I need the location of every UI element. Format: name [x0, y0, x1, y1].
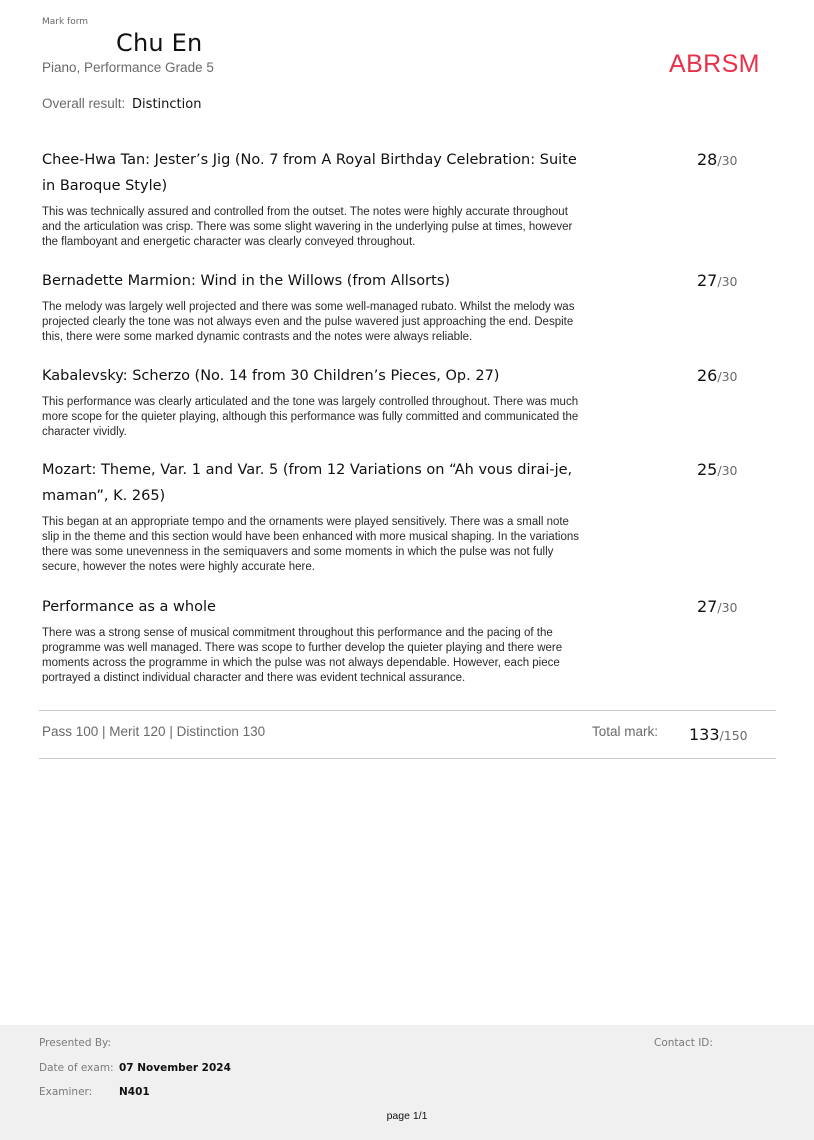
- total-mark-value: 133: [689, 725, 720, 744]
- piece-mark: [697, 460, 737, 479]
- total-mark-label: Total mark:: [592, 724, 659, 739]
- piece-mark: [697, 597, 737, 616]
- date-of-exam-label: Date of exam:: [39, 1062, 114, 1074]
- piece-title: Mozart: Theme, Var. 1 and Var. 5 (from 12 Variations on “Ah vous dirai-je, maman”, K. 265): [42, 462, 573, 504]
- piece-title: Bernadette Marmion: Wind in the Willows (from Allsorts): [42, 273, 451, 289]
- examiner-value: N401: [119, 1086, 150, 1098]
- divider: [39, 710, 776, 711]
- piece-title: Performance as a whole: [42, 599, 216, 615]
- piece-mark-value: 28: [697, 150, 718, 169]
- piece-section: [42, 594, 762, 686]
- piece-mark-value: 26: [697, 366, 718, 385]
- page-number: page 1/1: [386, 1110, 428, 1122]
- piece-comment: The melody was largely well projected and there was some well-managed rubato. Whilst the melody was projected clearly the tone was not always even and the pulse wavered just approaching the end. Despite this, there were some marked dynamic contrasts and the notes were always reliable.: [42, 301, 575, 343]
- piece-comment: This was technically assured and controlled from the outset. The notes were highly accurate throughout and the articulation was crisp. There was some slight wavering in the underlying pulse at times, however the flamboyant and energetic character was clearly conveyed throughout.: [42, 206, 573, 248]
- contact-id-label: Contact ID:: [654, 1037, 713, 1049]
- piece-mark-outof: /30: [717, 463, 738, 478]
- exam-subject: Piano, Performance Grade 5: [42, 60, 214, 75]
- piece-mark-value: 27: [697, 271, 718, 290]
- abrsm-logo: ABRSM: [669, 50, 760, 78]
- page-footer: [0, 1025, 814, 1140]
- piece-title: Kabalevsky: Scherzo (No. 14 from 30 Children’s Pieces, Op. 27): [42, 368, 500, 384]
- piece-mark-value: 27: [697, 597, 718, 616]
- total-mark: [689, 725, 748, 744]
- divider: [39, 758, 776, 759]
- piece-section: [42, 363, 762, 440]
- piece-mark-value: 25: [697, 460, 718, 479]
- overall-result-value: Distinction: [132, 97, 202, 112]
- piece-mark: [697, 150, 737, 169]
- piece-mark-outof: /30: [717, 369, 738, 384]
- examiner-label: Examiner:: [39, 1086, 93, 1098]
- presented-by-label: Presented By:: [39, 1037, 112, 1049]
- piece-section: [42, 147, 762, 250]
- grade-thresholds: Pass 100 | Merit 120 | Distinction 130: [42, 724, 266, 739]
- date-of-exam-value: 07 November 2024: [119, 1062, 231, 1074]
- piece-mark-outof: /30: [717, 153, 738, 168]
- piece-mark: [697, 366, 737, 385]
- form-label: Mark form: [42, 17, 89, 27]
- piece-comment: This performance was clearly articulated and the tone was largely controlled throughout. There was much more scope for the quieter playing, although this performance was fully committed and communicated the character vividly.: [42, 396, 579, 438]
- overall-result-label: Overall result:: [42, 96, 126, 111]
- piece-section: [42, 268, 762, 345]
- overall-result: [42, 96, 201, 112]
- piece-mark-outof: /30: [717, 274, 738, 289]
- candidate-name: Chu En: [116, 29, 203, 57]
- total-mark-outof: /150: [719, 728, 748, 743]
- piece-comment: This began at an appropriate tempo and the ornaments were played sensitively. There was a small note slip in the theme and this section would have been enhanced with more musical shaping. In the variations there was some unevenness in the semiquavers and some moments in which the pulse was not fully secure, however the notes were highly accurate here.: [42, 516, 579, 573]
- piece-comment: There was a strong sense of musical commitment throughout this performance and the pacing of the programme was well managed. There was scope to further develop the quieter playing and there were moments across the programme in which the pulse was not always dependable. However, each piece portrayed a distinct individual character and there was evident technical assurance.: [42, 627, 563, 684]
- piece-mark-outof: /30: [717, 600, 738, 615]
- piece-section: [42, 457, 762, 575]
- piece-title: Chee-Hwa Tan: Jester’s Jig (No. 7 from A Royal Birthday Celebration: Suite in Baroque Style): [42, 152, 577, 194]
- piece-mark: [697, 271, 737, 290]
